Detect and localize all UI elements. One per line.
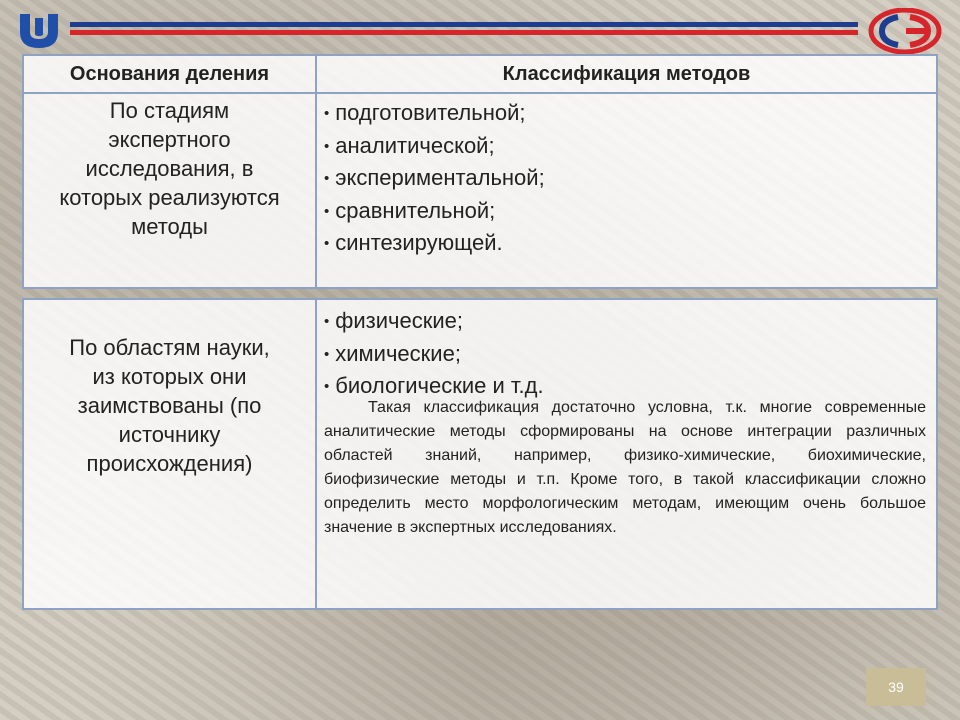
- row2-basis: [32, 333, 307, 478]
- row1-method-list: [324, 98, 545, 261]
- list-item: • химические;: [324, 339, 544, 372]
- page-number: 39: [866, 668, 926, 706]
- list-item: • сравнительной;: [324, 196, 545, 229]
- list-item: • экспериментальной;: [324, 163, 545, 196]
- classification-table-bottom: [22, 298, 938, 610]
- row2-basis-line: из которых они: [92, 364, 247, 389]
- row1-basis-line: По стадиям: [109, 98, 230, 123]
- row1-basis-line: экспертного: [108, 127, 231, 152]
- row2-basis-line: заимствованы (по: [77, 393, 262, 418]
- list-item: • физические;: [324, 306, 544, 339]
- row1-basis-line: методы: [131, 214, 208, 239]
- row2-basis-line: источнику: [118, 422, 221, 447]
- list-item: • аналитической;: [324, 131, 545, 164]
- header-basis: Основания деления: [69, 63, 270, 85]
- row1-basis-line: которых реализуются: [59, 185, 280, 210]
- row1-basis-line: исследования, в: [85, 156, 254, 181]
- header-classification: Классификация методов: [502, 63, 751, 85]
- row2-basis-line: По областям науки,: [69, 335, 270, 360]
- classification-note: Такая классификация достаточно условна, т.к. многие современные аналитические методы сформированы на основе интеграции различных областей знаний, например, физико-химические, биохимические, биофизические методы и т.п. Кроме того, в такой классификации сложно определить место морфологическим методам, имеющим очень большое значение в экспертных исследованиях.: [324, 399, 926, 536]
- list-item: • биологические и т.д.: [324, 371, 544, 404]
- header-stripe-blue: [70, 22, 858, 27]
- row1-basis: [32, 96, 307, 241]
- row2-method-list: [324, 306, 544, 404]
- list-item: • подготовительной;: [324, 98, 545, 131]
- header-stripe-red: [70, 30, 858, 35]
- classification-table-top: [22, 54, 938, 289]
- ce-circle-logo-icon: [868, 8, 942, 54]
- university-u-logo-icon: [14, 8, 64, 52]
- list-item: • синтезирующей.: [324, 228, 545, 261]
- row2-basis-line: происхождения): [86, 451, 253, 476]
